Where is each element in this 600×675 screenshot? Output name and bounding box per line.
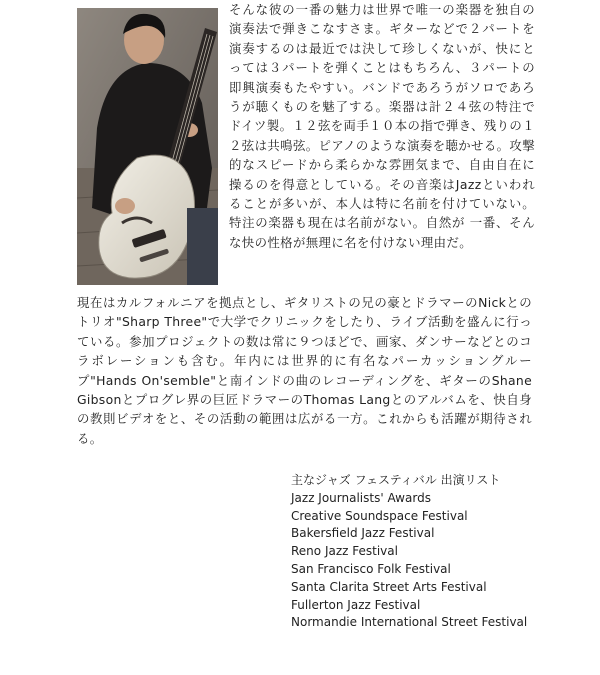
main-paragraph: 現在はカルフォルニアを拠点とし、ギタリストの兄の豪とドラマーのNickとのトリオ"Sharp Three"で大学でクリニックをしたり、ライブ活動を盛んに行っている。参加プロジェクトの数は常に９つほどで、画家、ダンサーなどとのコラボレーションも含む。年内には世界的に有名なパーカッショングループ"Hands On'semble"と南インドの曲のレコーディングを、ギターのShane Gibsonとプログレ界の巨匠ドラマーのThomas Langとのアルバムを、快自身の教則ビデオをと、その活動の範囲は広がる一方。これからも活躍が期待される。 [77,295,532,446]
festival-item: San Francisco Folk Festival [291,561,451,576]
festival-item: Santa Clarita Street Arts Festival [291,579,487,594]
musician-photo [77,8,218,285]
festival-item: Fullerton Jazz Festival [291,597,421,612]
festival-item: Normandie International Street Festival [291,615,528,630]
festival-item: Bakersfield Jazz Festival [291,526,435,541]
intro-paragraph: そんな彼の一番の魅力は世界で唯一の楽器を独自の演奏法で弾きこなすさま。ギターなどで２パートを演奏するのは最近では決して珍しくないが、快にとっては３パートを弾くことはもちろん、３パートの即興演奏もたやすい。バンドであろうがソロであろうが聴くものを魅了する。楽器は計２４弦の特注でドイツ製。１２弦を両手１０本の指で弾き、残りの１２弦は共鳴弦。ピアノのような演奏を聴かせる。攻撃的なスピードから柔らかな雰囲気まで、自由自在に操るのを得意としている。その音楽はJazzといわれることが多いが、本人は特に名前を付けていない。特注の楽器も現在は名前がない。自然が 一番、そんな快の性格が無理に名を付けない理由だ。 [229,2,535,250]
festival-item: Jazz Journalists' Awards [291,490,431,505]
festival-item: Creative Soundspace Festival [291,508,468,523]
festival-list-heading: 主なジャズ フェスティバル 出演リスト [291,473,501,487]
musician-with-guitar-image [77,8,218,285]
festival-list [291,472,527,632]
festival-item: Reno Jazz Festival [291,544,398,559]
